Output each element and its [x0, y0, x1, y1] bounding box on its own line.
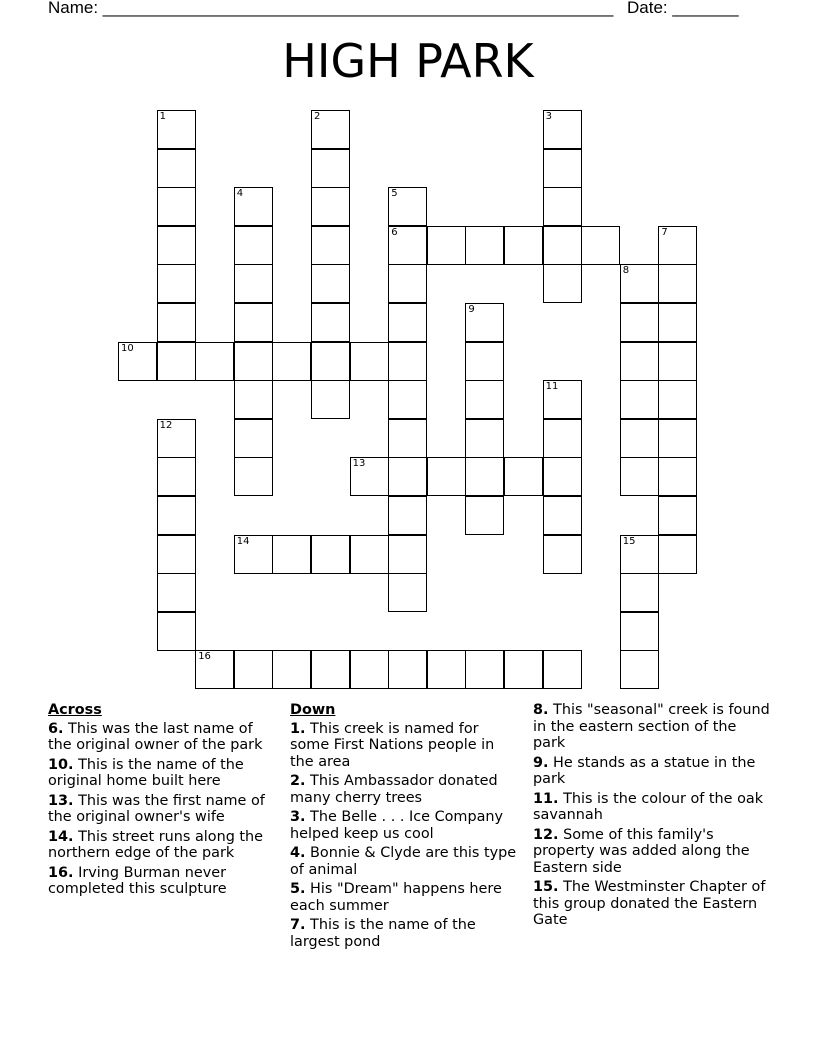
clue-item-text: This is the colour of the oak savannah: [533, 790, 764, 823]
clue-item-number: 1.: [290, 720, 306, 737]
grid-cell[interactable]: [543, 496, 582, 535]
grid-cell[interactable]: [465, 380, 504, 419]
clue-item-number: 5.: [290, 881, 306, 897]
clue-number: 9: [468, 304, 475, 315]
clue-item-text: The Westminster Chapter of this group donated the Eastern Gate: [533, 879, 766, 928]
grid-cell[interactable]: [620, 264, 659, 303]
clue-item-text: This "seasonal" creek is found in the eastern section of the park: [533, 702, 770, 751]
grid-cell[interactable]: [157, 342, 196, 381]
date-field-label: Date: _______: [627, 0, 739, 17]
grid-cell[interactable]: [157, 187, 196, 226]
grid-cell[interactable]: [311, 110, 350, 149]
grid-cell[interactable]: [543, 650, 582, 689]
clue-item-number: 3.: [290, 809, 306, 825]
grid-cell[interactable]: [234, 419, 273, 458]
grid-cell[interactable]: [157, 457, 196, 496]
grid-cell[interactable]: [620, 342, 659, 381]
grid-cell[interactable]: [388, 226, 427, 265]
grid-cell[interactable]: [234, 303, 273, 342]
grid-cell[interactable]: [388, 187, 427, 226]
name-field-label: Name: ______________________________________________________: [48, 0, 614, 17]
clue-item-number: 11.: [533, 790, 559, 807]
grid-cell[interactable]: [465, 419, 504, 458]
clue-item: [48, 865, 280, 898]
clue-item: [533, 791, 773, 824]
grid-cell[interactable]: [388, 535, 427, 574]
clue-item-number: 13.: [48, 792, 74, 809]
grid-cell[interactable]: [465, 457, 504, 496]
grid-cell[interactable]: [620, 457, 659, 496]
clue-number: 6: [391, 226, 398, 238]
grid-cell[interactable]: [504, 650, 543, 689]
grid-cell[interactable]: [581, 226, 620, 265]
clue-item: [533, 755, 773, 788]
grid-cell[interactable]: [272, 342, 311, 381]
clue-item-number: 9.: [533, 754, 549, 771]
grid-cell[interactable]: [543, 187, 582, 226]
grid-cell[interactable]: [388, 342, 427, 381]
clue-item: [48, 757, 280, 790]
grid-cell[interactable]: [427, 650, 466, 689]
grid-cell[interactable]: [157, 573, 196, 612]
grid-cell[interactable]: [234, 187, 273, 226]
page-title: HIGH PARK: [282, 34, 534, 88]
clue-item-text: Bonnie & Clyde are this type of animal: [290, 845, 517, 878]
clue-item: [290, 845, 522, 878]
grid-cell[interactable]: [234, 226, 273, 265]
grid-cell[interactable]: [465, 496, 504, 535]
grid-cell[interactable]: [620, 573, 659, 612]
clue-item-number: 7.: [290, 917, 306, 933]
clue-item: [290, 721, 522, 771]
grid-cell[interactable]: [658, 419, 697, 458]
grid-cell[interactable]: [658, 264, 697, 303]
clue-number: 8: [622, 265, 630, 277]
grid-cell[interactable]: [311, 342, 350, 381]
grid-cell[interactable]: [157, 535, 196, 574]
grid-cell[interactable]: [504, 457, 543, 496]
grid-cell[interactable]: [543, 226, 582, 265]
clue-item-text: This is the name of the original home built here: [48, 756, 244, 789]
down-clues: [290, 702, 522, 953]
grid-cell[interactable]: [388, 650, 427, 689]
grid-cell[interactable]: [157, 496, 196, 535]
clue-item-number: 10.: [48, 756, 74, 773]
grid-cell[interactable]: [658, 457, 697, 496]
across-clues: [48, 702, 280, 901]
clue-item: [48, 793, 280, 826]
grid-cell[interactable]: [157, 149, 196, 188]
clue-number: 1: [159, 111, 166, 122]
clue-number: 2: [314, 111, 321, 122]
grid-cell[interactable]: [311, 303, 350, 342]
grid-cell[interactable]: [388, 457, 427, 496]
clue-item-number: 15.: [533, 879, 559, 895]
grid-cell[interactable]: [157, 612, 196, 651]
clue-item-number: 8.: [533, 702, 549, 718]
grid-cell[interactable]: [234, 457, 273, 496]
clue-number: 4: [236, 188, 244, 200]
grid-cell[interactable]: [272, 535, 311, 574]
grid-cell[interactable]: [311, 650, 350, 689]
grid-cell[interactable]: [311, 535, 350, 574]
clue-number: 5: [391, 188, 398, 200]
clue-item-number: 16.: [48, 864, 74, 881]
clue-item-text: This Ambassador donated many cherry trees: [290, 773, 498, 806]
grid-cell[interactable]: [350, 457, 389, 496]
clue-item: [48, 721, 280, 754]
grid-cell[interactable]: [157, 226, 196, 265]
grid-cell[interactable]: [658, 380, 697, 419]
grid-cell[interactable]: [465, 342, 504, 381]
grid-cell[interactable]: [620, 650, 659, 689]
clue-item: [290, 881, 522, 914]
grid-cell[interactable]: [234, 535, 273, 574]
grid-cell[interactable]: [620, 380, 659, 419]
grid-cell[interactable]: [658, 342, 697, 381]
clue-item: [533, 827, 773, 877]
grid-cell[interactable]: [543, 110, 582, 149]
grid-cell[interactable]: [311, 264, 350, 303]
clue-number: 11: [545, 381, 559, 393]
grid-cell[interactable]: [157, 303, 196, 342]
grid-cell[interactable]: [272, 650, 311, 689]
grid-cell[interactable]: [620, 612, 659, 651]
grid-cell[interactable]: [388, 303, 427, 342]
grid-cell[interactable]: [311, 187, 350, 226]
grid-cell[interactable]: [658, 303, 697, 342]
grid-cell[interactable]: [234, 650, 273, 689]
grid-cell[interactable]: [350, 650, 389, 689]
clue-item: [290, 917, 522, 950]
clue-item: [48, 829, 280, 862]
grid-cell[interactable]: [388, 419, 427, 458]
grid-cell[interactable]: [427, 457, 466, 496]
grid-cell[interactable]: [157, 264, 196, 303]
clue-item-text: This creek is named for some First Nations people in the area: [290, 720, 495, 770]
clue-item-text: Irving Burman never completed this sculpture: [48, 864, 227, 897]
grid-cell[interactable]: [388, 573, 427, 612]
grid-cell[interactable]: [504, 226, 543, 265]
clue-item: [533, 879, 773, 929]
clue-number: 7: [661, 226, 668, 238]
clue-number: 15: [622, 535, 636, 547]
grid-cell[interactable]: [234, 342, 273, 381]
grid-cell[interactable]: [234, 380, 273, 419]
clue-item-text: This was the first name of the original owner's wife: [48, 792, 265, 825]
grid-cell[interactable]: [543, 264, 582, 303]
grid-cell[interactable]: [658, 496, 697, 535]
grid-cell[interactable]: [658, 226, 697, 265]
clue-item-text: This street runs along the northern edge of the park: [48, 828, 264, 861]
grid-cell[interactable]: [350, 535, 389, 574]
clue-item-text: This was the last name of the original owner of the park: [48, 720, 263, 753]
grid-cell[interactable]: [311, 226, 350, 265]
grid-cell[interactable]: [234, 264, 273, 303]
grid-cell[interactable]: [543, 149, 582, 188]
grid-cell[interactable]: [388, 264, 427, 303]
clue-item-text: Some of this family's property was added along the Eastern side: [533, 826, 750, 876]
grid-cell[interactable]: [543, 535, 582, 574]
across-heading: Across: [48, 702, 102, 718]
clue-number: 3: [545, 111, 552, 122]
clue-item-text: His "Dream" happens here each summer: [290, 881, 502, 914]
clue-item-number: 2.: [290, 773, 306, 789]
clue-item-text: The Belle . . . Ice Company helped keep us cool: [290, 809, 504, 842]
clue-item: [290, 809, 522, 842]
grid-cell[interactable]: [543, 419, 582, 458]
grid-cell[interactable]: [388, 380, 427, 419]
clue-number: 12: [159, 419, 173, 431]
grid-cell[interactable]: [620, 419, 659, 458]
grid-cell[interactable]: [543, 457, 582, 496]
clue-item-number: 12.: [533, 826, 559, 843]
grid-cell[interactable]: [465, 303, 504, 342]
grid-cell[interactable]: [350, 342, 389, 381]
grid-cell[interactable]: [427, 226, 466, 265]
grid-cell[interactable]: [311, 380, 350, 419]
clue-number: 16: [198, 651, 211, 663]
clue-item-number: 4.: [290, 845, 306, 861]
grid-cell[interactable]: [157, 419, 196, 458]
grid-cell[interactable]: [620, 535, 659, 574]
grid-cell[interactable]: [620, 303, 659, 342]
clue-item-number: 6.: [48, 720, 64, 737]
grid-cell[interactable]: [195, 342, 234, 381]
grid-cell[interactable]: [388, 496, 427, 535]
grid-cell[interactable]: [465, 650, 504, 689]
clue-item-text: He stands as a statue in the park: [533, 754, 756, 787]
down-clues-continued: [533, 702, 773, 932]
clue-item: [290, 773, 522, 806]
clue-number: 13: [352, 458, 366, 470]
clue-item: [533, 702, 773, 752]
down-heading: Down: [290, 702, 336, 718]
clue-number: 10: [121, 342, 134, 354]
grid-cell[interactable]: [157, 110, 196, 149]
clue-item-text: This is the name of the largest pond: [290, 917, 476, 950]
grid-cell[interactable]: [465, 226, 504, 265]
grid-cell[interactable]: [195, 650, 234, 689]
grid-cell[interactable]: [658, 535, 697, 574]
clue-number: 14: [236, 535, 250, 547]
grid-cell[interactable]: [311, 149, 350, 188]
grid-cell[interactable]: [118, 342, 157, 381]
clue-item-number: 14.: [48, 828, 74, 845]
grid-cell[interactable]: [543, 380, 582, 419]
